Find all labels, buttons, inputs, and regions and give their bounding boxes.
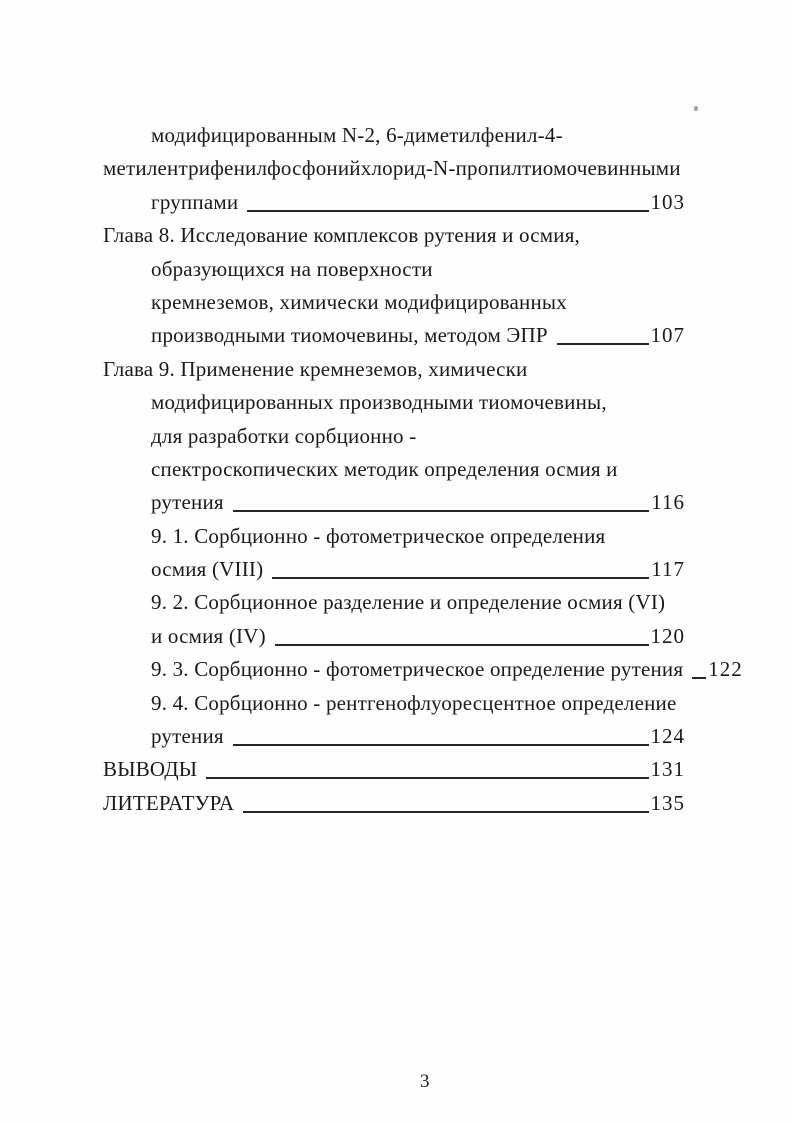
toc-entry-text: осмия (VIII) (151, 557, 264, 582)
leader-line (247, 210, 648, 212)
toc-line (103, 186, 685, 219)
toc-line (103, 720, 685, 753)
toc-line (103, 386, 685, 419)
toc-line (103, 319, 685, 352)
toc-entry-text: производными тиомочевины, методом ЭПР (151, 323, 548, 348)
toc-entry-text: 9. 1. Сорбционно - фотометрическое определения (151, 523, 606, 548)
leader-line (275, 644, 649, 646)
toc-line (103, 353, 685, 386)
scan-artifact-speck (694, 106, 698, 111)
toc-entry-text: ЛИТЕРАТУРА (103, 790, 235, 815)
toc-entry-text: 9. 2. Сорбционное разделение и определение осмия (VI) (151, 590, 666, 615)
toc-page-number: 103 (650, 189, 685, 214)
toc-entry-text: спектроскопических методик определения осмия и (151, 456, 618, 481)
leader-line (243, 811, 648, 813)
toc-page-number: 131 (650, 757, 685, 782)
toc-line (103, 453, 685, 486)
leader-line (272, 577, 649, 579)
toc-line (103, 586, 685, 619)
toc-line (103, 219, 685, 252)
table-of-contents (103, 119, 743, 820)
leader-line (557, 343, 649, 345)
toc-line (103, 520, 685, 553)
toc-entry-text: образующихся на поверхности (151, 256, 433, 281)
toc-line (103, 787, 685, 820)
leader-line (206, 777, 648, 779)
toc-entry-text: Глава 8. Исследование комплексов рутения и осмия, (103, 223, 580, 248)
toc-entry-text: рутения (151, 724, 224, 749)
leader-line (233, 744, 649, 746)
toc-entry-text: рутения (151, 490, 224, 515)
toc-entry-text: модифицированным N-2, 6-диметилфенил-4- (151, 123, 563, 147)
toc-entry-text: 9. 4. Сорбционно - рентгенофлуоресцентное определение (151, 690, 677, 715)
leader-line (692, 677, 706, 679)
toc-entry-text: ВЫВОДЫ (103, 757, 198, 782)
toc-entry-text: 9. 3. Сорбционно - фотометрическое определение рутения (151, 657, 684, 682)
toc-page-number: 122 (708, 657, 743, 682)
toc-line (103, 420, 685, 453)
toc-entry-text: модифицированных производными тиомочевины, (151, 390, 607, 415)
toc-line (103, 687, 685, 720)
toc-entry-text: группами (151, 189, 239, 214)
page-number: 3 (420, 1071, 430, 1092)
toc-page-number: 116 (651, 490, 685, 515)
toc-line (103, 119, 685, 152)
toc-page-number: 124 (650, 724, 685, 749)
toc-line (103, 152, 685, 185)
toc-page-number: 120 (650, 623, 685, 648)
toc-entry-text: и осмия (IV) (151, 623, 266, 648)
toc-line (103, 653, 743, 686)
toc-entry-text: для разработки сорбционно - (151, 423, 417, 448)
toc-entry-text: кремнеземов, химически модифицированных (151, 289, 567, 314)
toc-line (103, 620, 685, 653)
toc-line (103, 486, 685, 519)
toc-line (103, 253, 685, 286)
toc-page-number: 117 (651, 557, 685, 582)
toc-entry-text: метилентрифенилфосфонийхлорид-N-пропилтиомочевинными (103, 156, 681, 181)
toc-line (103, 753, 685, 786)
toc-line (103, 553, 685, 586)
toc-line (103, 286, 685, 319)
toc-entry-text: Глава 9. Применение кремнеземов, химически (103, 356, 528, 381)
toc-page-number: 135 (650, 790, 685, 815)
toc-page-number: 107 (650, 323, 685, 348)
leader-line (233, 510, 650, 512)
